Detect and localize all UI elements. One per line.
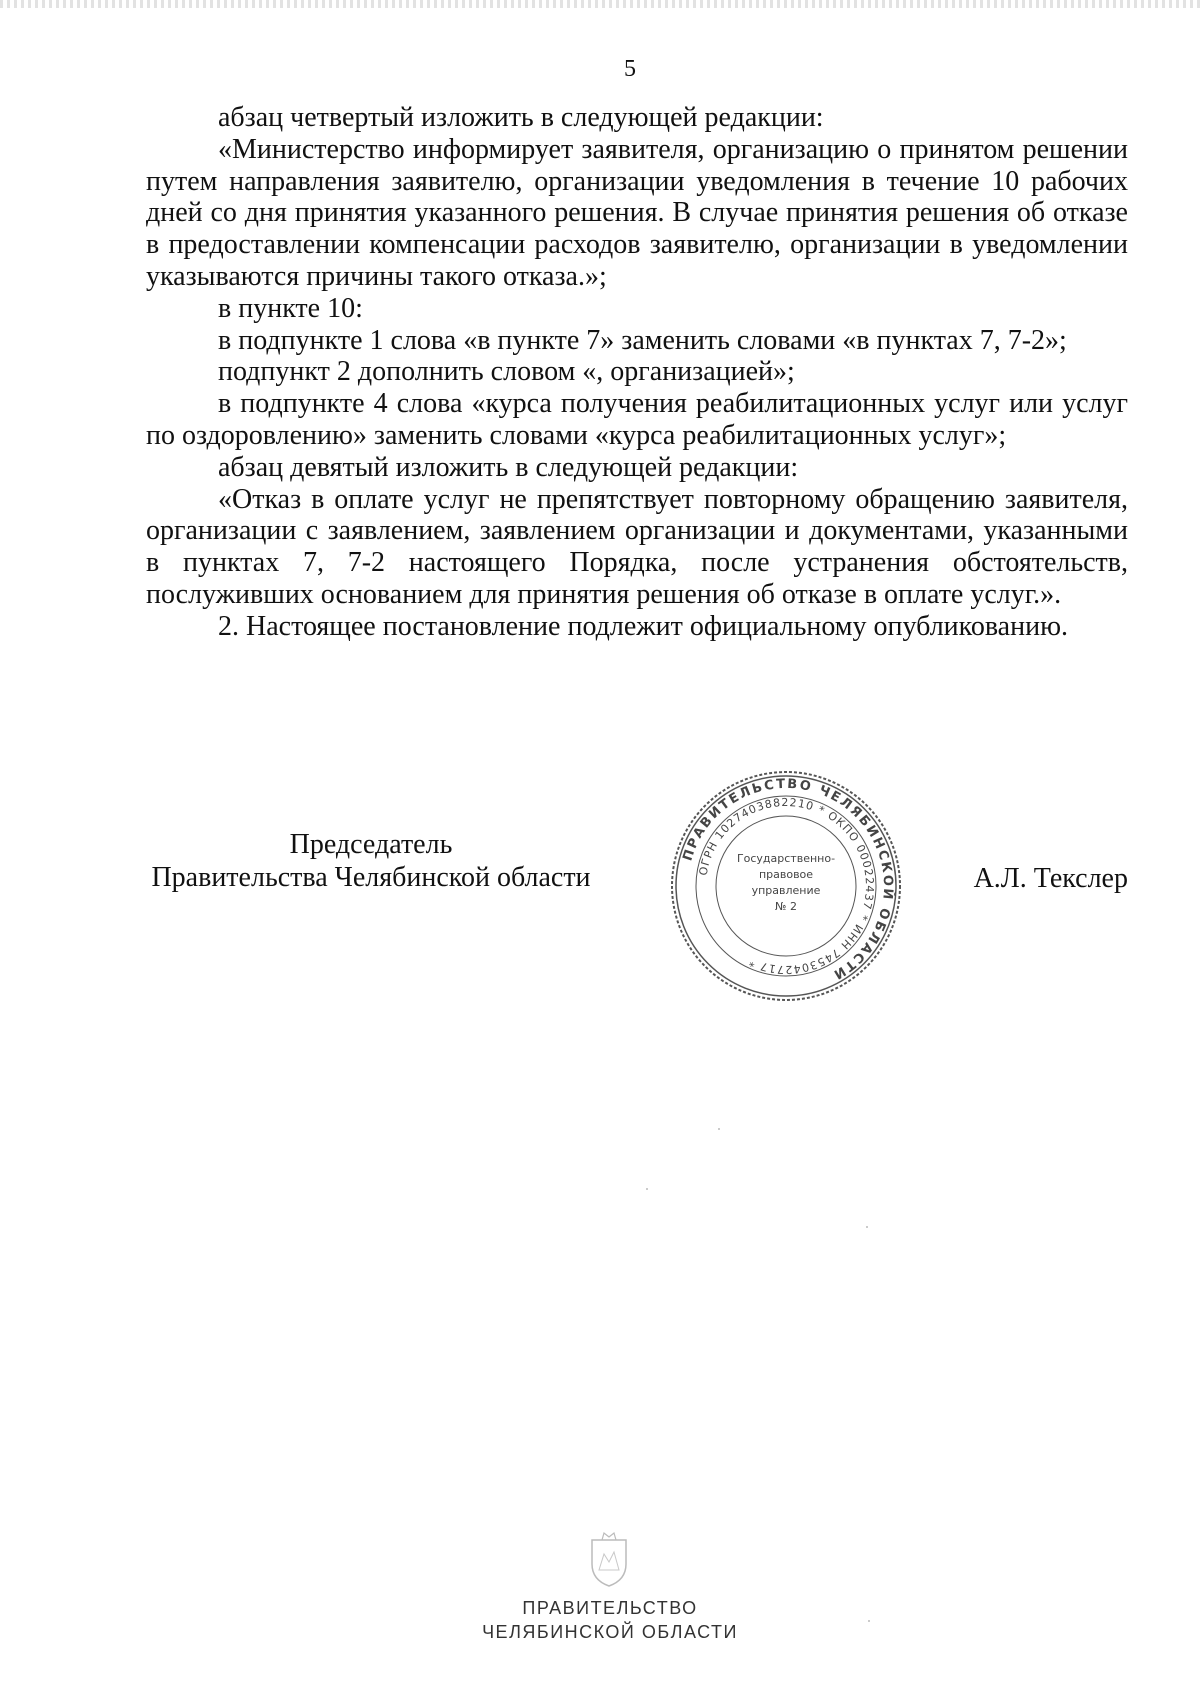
footer-line: ЧЕЛЯБИНСКОЙ ОБЛАСТИ [482, 1622, 738, 1642]
footer-organization [450, 1596, 770, 1644]
footer-line: ПРАВИТЕЛЬСТВО [522, 1598, 698, 1618]
document-body [146, 102, 1128, 643]
scan-speck [868, 1620, 870, 1622]
seal-center-line: Государственно- [736, 852, 836, 865]
official-seal-stamp [668, 768, 904, 1004]
seal-outer-text: ПРАВИТЕЛЬСТВО ЧЕЛЯБИНСКОЙ ОБЛАСТИ [680, 776, 896, 983]
scan-speck [718, 1128, 720, 1130]
scan-edge-noise [0, 0, 1200, 8]
paragraph: 2. Настоящее постановление подлежит официальному опубликованию. [218, 610, 1068, 642]
signatory-title-line: Председатель [289, 829, 453, 860]
paragraph: в подпункте 1 слова «в пункте 7» заменить словами «в пунктах 7, 7-2»; [218, 324, 1067, 356]
scan-speck [866, 1226, 868, 1228]
paragraph: «Отказ в оплате услуг не препятствует повторному обращению заявителя, организации с заявлением, заявлением организации и документами, указанными в пунктах 7, 7-2 настоящего Порядка, после устранения обстоятельств, послуживших основанием для принятия решения об отказе в оплате услуг.». [146, 483, 1128, 610]
paragraph: абзац четвертый изложить в следующей редакции: [218, 102, 824, 133]
paragraph: в подпункте 4 слова «курса получения реабилитационных услуг или услуг по оздоровлению» заменить словами «курса реабилитационных услуг»; [146, 388, 1128, 451]
signatory-title-line: Правительства Челябинской области [151, 862, 591, 893]
signatory-name: А.Л. Текслер [973, 863, 1128, 894]
seal-center-line: № 2 [775, 900, 797, 913]
seal-center-line: управление [751, 884, 821, 897]
seal-center-line: правовое [758, 868, 814, 881]
seal-inner-text: ОГРН 1027403882210 * ОКПО 00022437 * ИНН 7453042717 * [696, 795, 877, 977]
paragraph: в пункте 10: [218, 292, 363, 324]
coat-of-arms-icon [586, 1530, 632, 1588]
page-number: 5 [624, 56, 636, 82]
scan-speck [646, 1188, 648, 1190]
paragraph: абзац девятый изложить в следующей редакции: [218, 451, 799, 483]
paragraph: «Министерство информирует заявителя, организацию о принятом решении путем направления заявителю, организации уведомления в течение 10 рабочих дней со дня принятия указанного решения. В случае принятия решения об отказе в предоставлении компенсации расходов заявителю, организации в уведомлении указываются причины такого отказа.»; [146, 133, 1128, 292]
paragraph: подпункт 2 дополнить словом «, организацией»; [218, 356, 795, 388]
signatory-title [146, 828, 596, 894]
